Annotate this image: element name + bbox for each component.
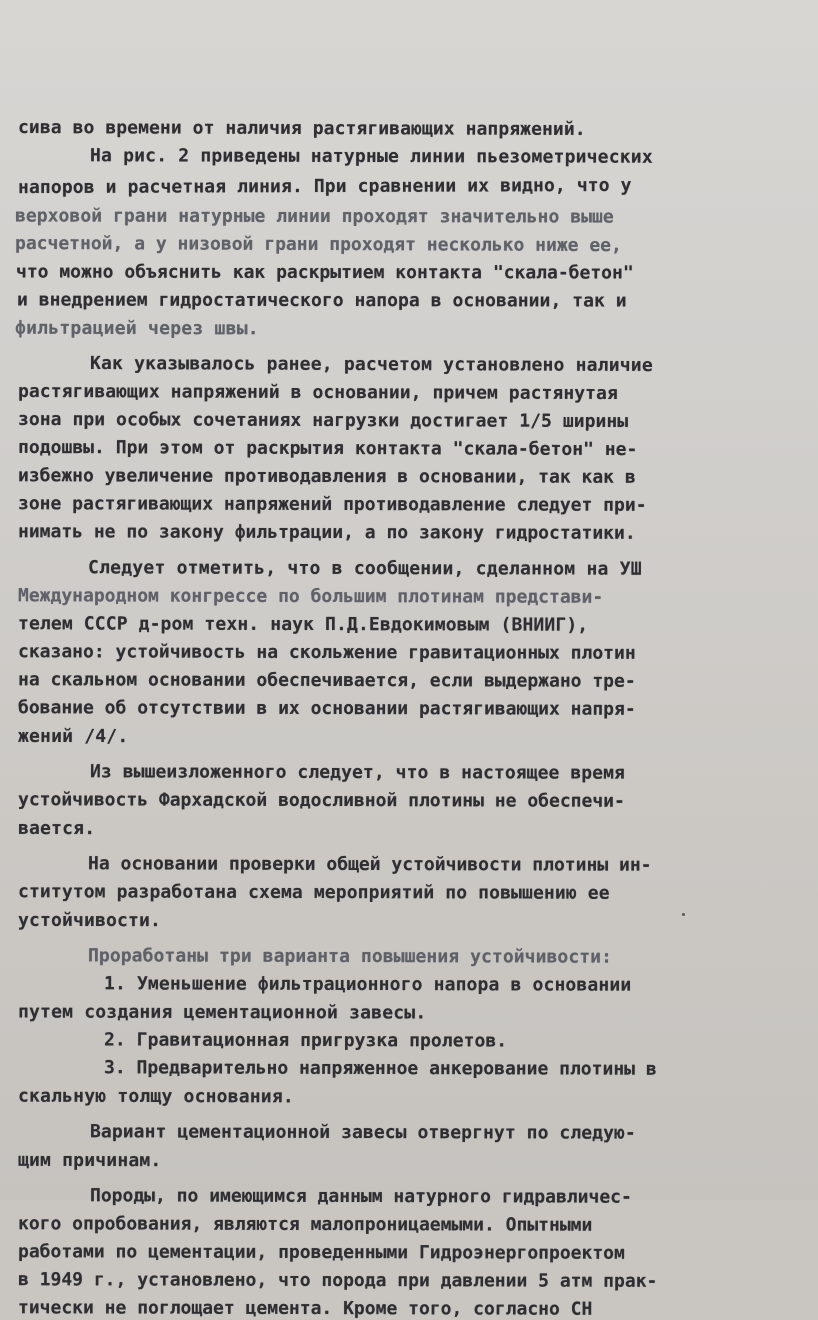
- text-line: жений /4/.: [17, 725, 129, 748]
- text-line: Из вышеизложенного следует, что в настоящее время: [89, 761, 625, 784]
- text-line: зоне растягивающих напряжений противодавление следует при-: [17, 493, 647, 516]
- text-line: тически не поглощает цемента. Кроме того, согласно СН: [17, 1297, 593, 1320]
- text-line: напоров и расчетная линия. При сравнении их видно, что у: [17, 174, 632, 199]
- text-line: 1. Уменьшение фильтрационного напора в основании: [103, 973, 632, 996]
- text-line: Следует отметить, что в сообщении, сделанном на УШ: [87, 557, 642, 580]
- text-line: зона при особых сочетаниях нагрузки достигает 1/5 ширины: [17, 408, 629, 433]
- text-line: На рис. 2 приведены натурные линии пьезометрических: [89, 145, 653, 168]
- text-line: на скальном основании обеспечивается, если выдержано тре-: [17, 669, 636, 692]
- text-line: работами по цементации, проведенными Гидроэнергопроектом: [17, 1241, 625, 1264]
- text-line: устойчивости.: [17, 909, 161, 932]
- text-line: Вариант цементационной завесы отвергнут по следую-: [89, 1121, 636, 1144]
- text-line: в 1949 г., установлено, что порода при давлении 5 атм прак-: [17, 1269, 658, 1292]
- text-line: скальную толщу основания.: [17, 1085, 294, 1108]
- text-line: фильтрацией через швы.: [14, 317, 259, 340]
- text-line: путем создания цементационной завесы.: [17, 1001, 427, 1024]
- text-line: что можно объяснить как раскрытием контакта "скала-бетон": [15, 261, 634, 284]
- text-line: бование об отсутствии в их основании растягивающих напря-: [17, 697, 636, 720]
- text-line: ститутом разработана схема мероприятий по повышению ее: [17, 881, 610, 904]
- text-line: 2. Гравитационная пригрузка пролетов.: [103, 1029, 508, 1052]
- text-line: избежно увеличение противодавления в основании, так как в: [17, 465, 636, 488]
- text-line: Проработаны три варианта повышения устойчивости:: [87, 945, 613, 968]
- text-line: устойчивость Фархадской водосливной плотины не обеспечи-: [17, 789, 625, 812]
- text-line: сива во времени от наличия растягивающих напряжений.: [17, 117, 586, 140]
- text-line: нимать не по закону фильтрации, а по закону гидростатики.: [17, 521, 636, 544]
- text-line: кого опробования, являются малопроницаемыми. Опытными: [17, 1213, 593, 1236]
- text-line: телем СССР д-ром техн. наук П.Д.Евдокимовым (ВНИИГ),: [17, 613, 589, 636]
- text-line: верховой грани натурные линии проходят значительно выше: [14, 205, 614, 228]
- text-line: растягивающих напряжений в основании, причем растянутая: [17, 380, 618, 405]
- text-line: щим причинам.: [17, 1149, 162, 1172]
- text-line: На основании проверки общей устойчивости плотины ин-: [87, 853, 652, 876]
- text-line: сказано: устойчивость на скольжение гравитационных плотин: [17, 641, 636, 664]
- text-line: подошвы. При этом от раскрытия контакта "скала-бетон" не-: [17, 436, 638, 461]
- text-line: и внедрением гидростатического напора в основании, так и: [16, 289, 627, 312]
- text-line: Как указывалось ранее, расчетом установлено наличие: [89, 353, 653, 376]
- text-line: 3. Предварительно напряженное анкерование плотины в: [103, 1057, 657, 1080]
- text-line: Породы, по имеющимся данным натурного гидравличес-: [89, 1185, 632, 1208]
- text-line: Международном конгрессе по большим плотинам представи-: [17, 585, 604, 608]
- text-line: вается.: [17, 817, 96, 840]
- ink-speck: [682, 913, 685, 916]
- text-line: расчетной, а у низовой грани проходят несколько ниже ее,: [14, 232, 622, 257]
